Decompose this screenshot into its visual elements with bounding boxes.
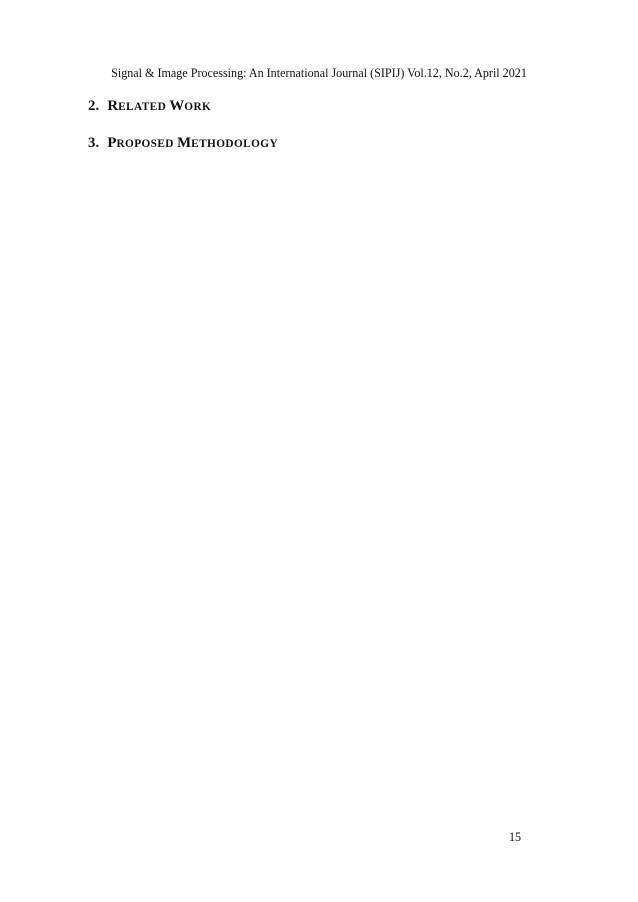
section-heading-related-work bbox=[88, 97, 550, 116]
section-heading-proposed-methodology bbox=[88, 134, 550, 153]
paper-page bbox=[88, 66, 550, 168]
heading-smallcaps: ETHODOLOGY bbox=[191, 138, 279, 150]
running-header: Signal & Image Processing: An International Journal (SIPIJ) Vol.12, No.2, April 2021 bbox=[111, 66, 527, 80]
heading-letter: W bbox=[169, 98, 185, 114]
heading-smallcaps: ORK bbox=[184, 101, 212, 113]
section-number: 3. bbox=[88, 135, 100, 151]
heading-letter: R bbox=[107, 98, 119, 114]
page-number: 15 bbox=[509, 830, 522, 844]
heading-letter: P bbox=[107, 135, 117, 151]
heading-smallcaps: ELATED bbox=[118, 101, 170, 113]
heading-letter: M bbox=[177, 135, 192, 151]
heading-smallcaps: ROPOSED bbox=[116, 138, 178, 150]
section-number: 2. bbox=[88, 98, 100, 114]
